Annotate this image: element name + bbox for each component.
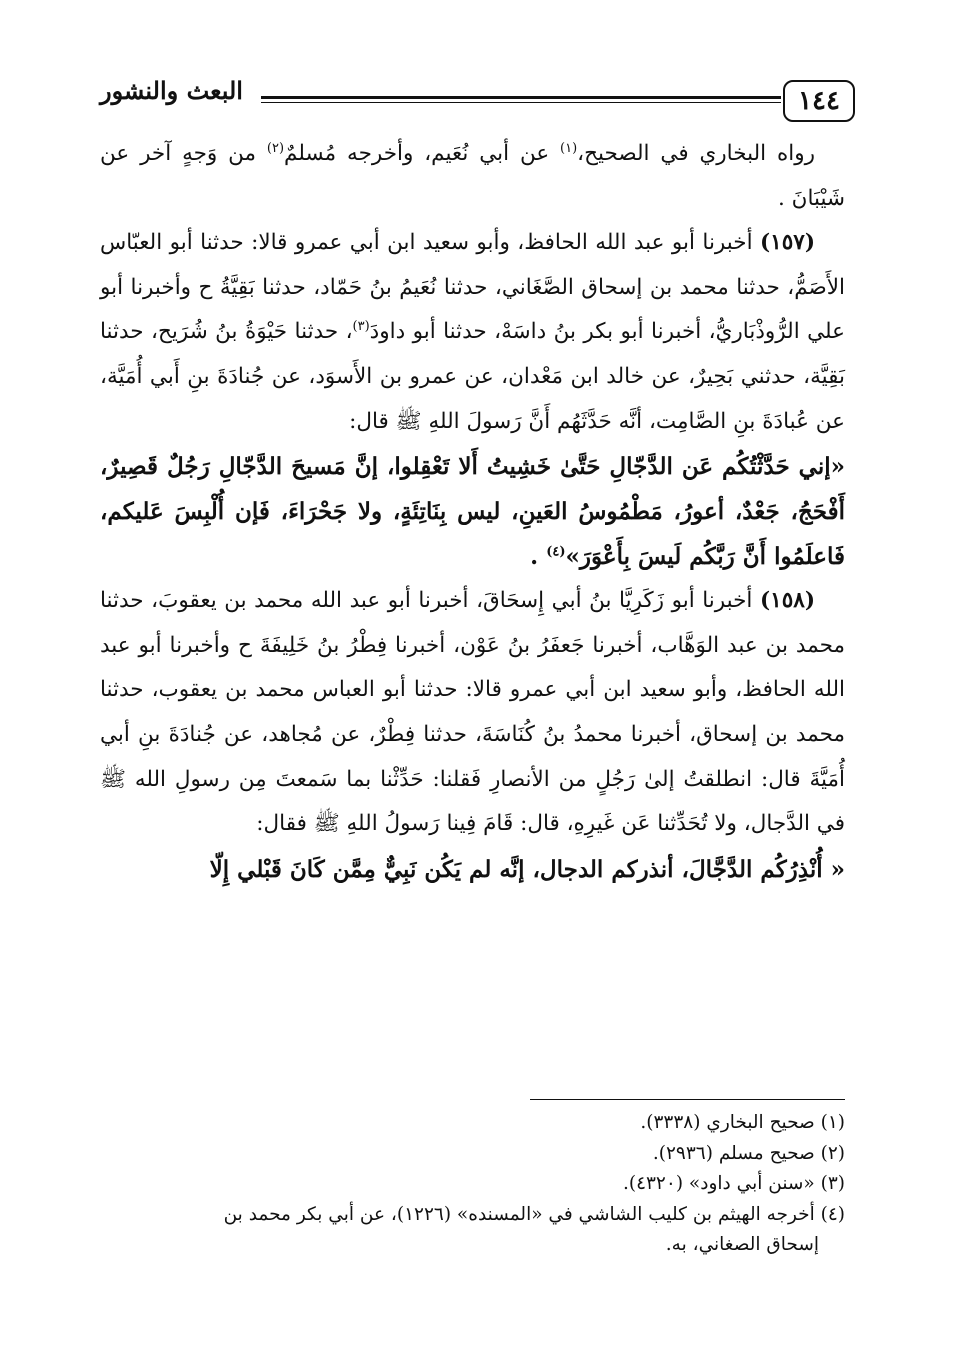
- page-number-box: [783, 80, 855, 122]
- hadith-158-matn: [100, 847, 845, 892]
- hadith-158-isnad: [100, 579, 845, 847]
- footnote-4-continued: إسحاق الصغاني، به.: [665, 1234, 819, 1255]
- text-run: أخبرنا أبو عبد الله الحافظ، وأبو سعيد ابن أبي عمرو قالا: حدثنا أبو العبّاس الأَصَمُّ، حدثنا محمد بن إسحاق الصَّغَاني، حدثنا نُعَيمُ بنُ حَمّاد، حدثنا بَقِيَّةُ ح وأخبرنا أبو علي الرُّوذْبَاريُّ، أخبرنا أبو بكر بنُ داسَهْ، حدثنا أبو داودَ: [100, 230, 845, 345]
- text-run: من وَجهٍ آخر عن شَيْبَانَ .: [100, 141, 845, 211]
- book-title: البعث والنشور: [100, 76, 243, 105]
- page-number: ١٤٤: [798, 86, 840, 116]
- hadith-157-isnad: [100, 221, 845, 444]
- text-run: أخبرنا أبو زَكَرِيَّا بنُ أبي إِسحَاقَ، أخبرنا أبو عبد الله محمد بن يعقوبَ، حدثنا محمد بن عبد الوَهَّاب، أخبرنا جَعفَرُ بنُ عَوْن، أخبرنا فِطْرُ بنُ خَلِيفَةَ ح وأخبرنا أبو عبد الله الحافظ، وأبو سعيد ابن أبي عمرو قالا: حدثنا أبو العباس محمد بن يعقوب، حدثنا محمد بن إسحاق، أخبرنا محمدُ بنُ كُنَاسَةَ، حدثنا فِطْرٌ، عن مُجاهد، عن جُنادَةَ بنِ أبي أُمَيَّةَ قال: انطلقتُ إلىٰ رَجُلٍ من الأنصارِ فَقلنا: حَدِّثْنا بما سَمعتَ مِن رسولِ الله ﷺ في الدَّجال، ولا تُحَدِّثنا عَن غَيرِهِ، قال: قَامَ فِينا رَسولُ اللهِ ﷺ فقال:: [100, 588, 845, 837]
- footnote-marker: (١): [560, 140, 578, 156]
- hadith-number: (١٥٨): [759, 588, 815, 614]
- hadith-157-matn: [100, 444, 845, 579]
- footnote-2: (٢) صحيح مسلم (٢٩٣٦).: [652, 1142, 845, 1164]
- footnote-marker: (٢): [266, 140, 285, 156]
- text-run: « أُنْذِرُكُم الدَّجَّالَ، أنذركم الدجال، إنَّه لم يَكُن نَبِيٌّ مِمَّن كَانَ قَبْلي إِلّا: [209, 855, 845, 883]
- footnote-separator: [530, 1099, 845, 1100]
- header-rule: [261, 96, 781, 99]
- footnote-marker: (٣): [352, 319, 370, 335]
- paragraph-intro: [100, 132, 845, 221]
- text-run: .: [530, 543, 547, 571]
- main-text: [100, 132, 845, 892]
- text-run: ، حدثنا حَيْوَةُ بنُ شُرَيح، حدثنا بَقِيَّة، حدثني بَحِيرٌ، عن خالد ابن مَعْدان، عن عمرو بن الأَسوَد، عن جُنادَةَ بنِ أَبي أُمَيَّة، عن عُبادَةَ بنِ الصَّامِت، أنَّه حَدَّثَهُم أَنَّ رَسولَ اللهِ ﷺ قال:: [100, 319, 845, 434]
- page-header: [100, 62, 855, 122]
- hadith-number: (١٥٧): [759, 230, 815, 256]
- footnote-marker: (٤): [546, 544, 566, 560]
- footnote-3: (٣) «سنن أبي داود» (٤٣٢٠).: [622, 1173, 845, 1194]
- text-run: عن أبي نُعَيم، وأخرجه مُسلمٌ: [284, 141, 561, 166]
- footnote-1: (١) صحيح البخاري (٣٣٣٨).: [640, 1112, 845, 1133]
- text-run: «إني حَدَّثْتُكُم عَن الدَّجّالِ حَتَّىٰ خَشِيتُ أَلا تَعْقِلوا، إنَّ مَسيحَ الدَّجّالِ رَجُلٌ قَصِيرٌ، أَفْحَجُ، جَعْدٌ، أعورُ، مَطْمُوسُ العَينِ، ليس بِنَاتِئَةٍ، ولا جَحْرَاءَ، فَإن أُلْبِسَ عَليكم، فَاعلَمُوا أَنَّ رَبَّكُم لَيسَ بِأَعْوَرَ»: [100, 453, 845, 571]
- footnote-4: (٤) أخرجه الهيثم بن كليب الشاشي في «المسنده» (١٢٢٦)، عن أبي بكر محمد بن: [223, 1203, 845, 1225]
- footnotes: [100, 1108, 845, 1261]
- text-run: رواه البخاري في الصحيح،: [577, 141, 815, 166]
